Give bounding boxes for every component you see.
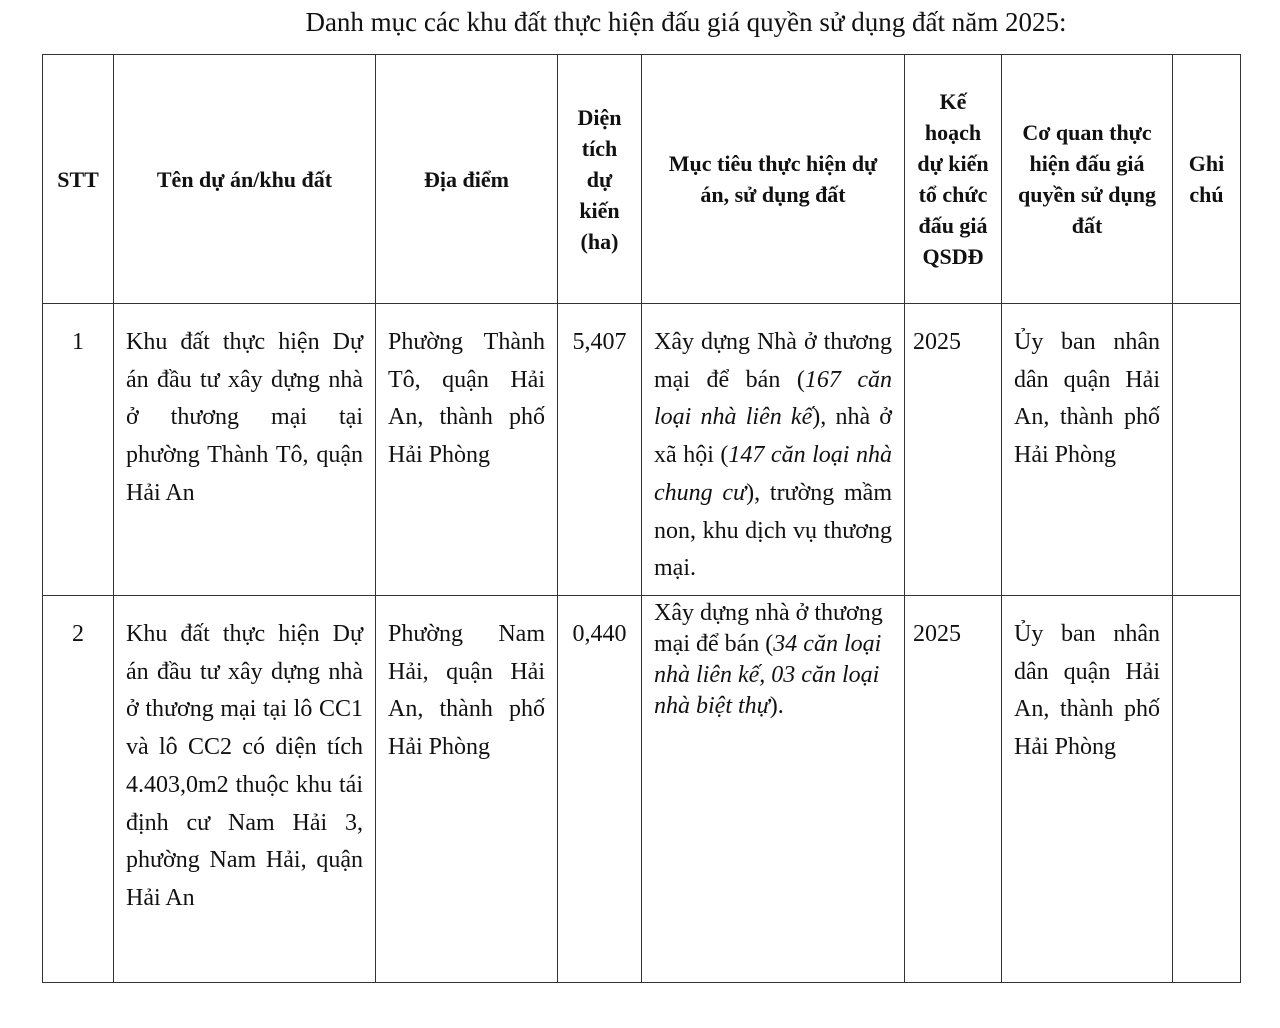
cell-stt: 1 — [43, 304, 114, 596]
purpose-detail: 147 căn loại nhà chung cư — [654, 442, 892, 506]
cell-plan: 2025 — [905, 596, 1002, 983]
header-purpose: Mục tiêu thực hiện dự án, sử dụng đất — [642, 55, 905, 304]
document-title: Danh mục các khu đất thực hiện đấu giá quyền sử dụng đất năm 2025: — [305, 7, 1067, 37]
cell-plan: 2025 — [905, 304, 1002, 596]
header-plan: Kế hoạch dự kiến tổ chức đấu giá QSDĐ — [905, 55, 1002, 304]
table-row — [43, 596, 1241, 983]
cell-note — [1173, 304, 1241, 596]
cell-purpose: Xây dựng nhà ở thương mại để bán (34 căn loại nhà liên kế, 03 căn loại nhà biệt thự). — [642, 596, 905, 983]
cell-note — [1173, 596, 1241, 983]
header-agency: Cơ quan thực hiện đấu giá quyền sử dụng đất — [1002, 55, 1173, 304]
cell-name: Khu đất thực hiện Dự án đầu tư xây dựng nhà ở thương mại tại lô CC1 và lô CC2 có diện tích 4.403,0m2 thuộc khu tái định cư Nam Hải 3, phường Nam Hải, quận Hải An — [114, 596, 376, 983]
cell-area: 0,440 — [558, 596, 642, 983]
purpose-detail: 34 căn loại nhà liên kế, 03 căn loại nhà biệt thự — [654, 631, 882, 719]
purpose-detail: 167 căn loại nhà liên kế — [654, 366, 892, 431]
cell-agency: Ủy ban nhân dân quận Hải An, thành phố Hải Phòng — [1002, 596, 1173, 983]
header-area: Diện tích dự kiến (ha) — [558, 55, 642, 304]
cell-area: 5,407 — [558, 304, 642, 596]
cell-name: Khu đất thực hiện Dự án đầu tư xây dựng nhà ở thương mại tại phường Thành Tô, quận Hải An — [114, 304, 376, 596]
table-row — [43, 304, 1241, 596]
cell-stt: 2 — [43, 596, 114, 983]
table-header-row — [43, 55, 1241, 304]
cell-location: Phường Thành Tô, quận Hải An, thành phố Hải Phòng — [376, 304, 558, 596]
land-auction-table — [42, 54, 1241, 983]
header-location: Địa điểm — [376, 55, 558, 304]
header-note: Ghi chú — [1173, 55, 1241, 304]
header-stt: STT — [43, 55, 114, 304]
cell-purpose: Xây dựng Nhà ở thương mại để bán (167 căn loại nhà liên kế), nhà ở xã hội (147 căn loại nhà chung cư), trường mầm non, khu dịch vụ thương mại. — [642, 304, 905, 596]
cell-agency: Ủy ban nhân dân quận Hải An, thành phố Hải Phòng — [1002, 304, 1173, 596]
cell-location: Phường Nam Hải, quận Hải An, thành phố Hải Phòng — [376, 596, 558, 983]
header-name: Tên dự án/khu đất — [114, 55, 376, 304]
